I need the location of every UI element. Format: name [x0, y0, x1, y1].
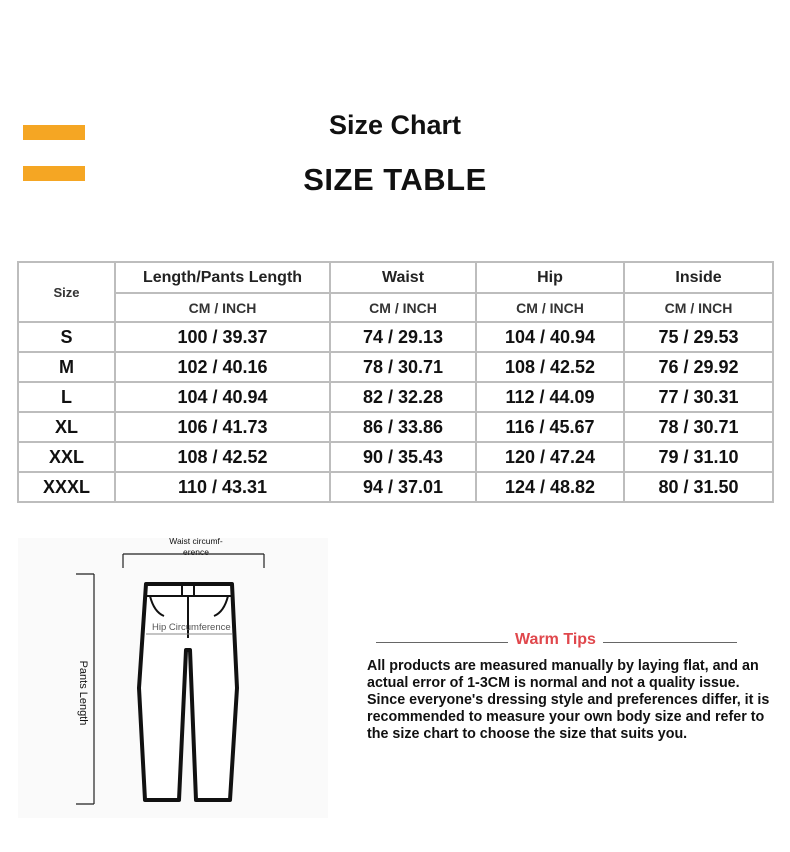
length-cell: 100 / 39.37 — [115, 322, 330, 352]
hip-cell: 112 / 44.09 — [476, 382, 624, 412]
table-row — [18, 352, 773, 382]
hip-cell: 104 / 40.94 — [476, 322, 624, 352]
inside-cell: 76 / 29.92 — [624, 352, 773, 382]
waist-cell: 94 / 37.01 — [330, 472, 476, 502]
waist-circumference-label: Waist circumf-erence — [169, 536, 223, 557]
column-header-hip: Hip — [476, 262, 624, 293]
inside-cell: 78 / 30.71 — [624, 412, 773, 442]
hip-circumference-label: Hip Circumference — [152, 622, 231, 633]
table-row — [18, 442, 773, 472]
hip-cell: 116 / 45.67 — [476, 412, 624, 442]
table-row — [18, 322, 773, 352]
size-cell: S — [18, 322, 115, 352]
table-row — [18, 472, 773, 502]
tips-divider-right — [603, 642, 737, 643]
table-row — [18, 382, 773, 412]
page-title: Size Chart — [328, 110, 462, 140]
waist-cell: 82 / 32.28 — [330, 382, 476, 412]
unit-header: CM / INCH — [115, 293, 330, 322]
size-cell: M — [18, 352, 115, 382]
length-cell: 106 / 41.73 — [115, 412, 330, 442]
size-cell: XXL — [18, 442, 115, 472]
waist-cell: 74 / 29.13 — [330, 322, 476, 352]
column-header-length: Length/Pants Length — [115, 262, 330, 293]
size-table — [17, 261, 774, 503]
warm-tips-title: Warm Tips — [515, 631, 596, 648]
waist-cell: 78 / 30.71 — [330, 352, 476, 382]
size-column-header: Size — [18, 262, 115, 322]
tips-divider-left — [376, 642, 508, 643]
pants-length-label: Pants Length — [77, 660, 89, 726]
column-header-inside: Inside — [624, 262, 773, 293]
column-header-waist: Waist — [330, 262, 476, 293]
hip-cell: 108 / 42.52 — [476, 352, 624, 382]
table-unit-row — [18, 293, 773, 322]
unit-header: CM / INCH — [330, 293, 476, 322]
length-cell: 104 / 40.94 — [115, 382, 330, 412]
inside-cell: 75 / 29.53 — [624, 322, 773, 352]
length-cell: 110 / 43.31 — [115, 472, 330, 502]
waist-cell: 90 / 35.43 — [330, 442, 476, 472]
length-cell: 102 / 40.16 — [115, 352, 330, 382]
size-cell: XL — [18, 412, 115, 442]
size-cell: L — [18, 382, 115, 412]
table-header-row — [18, 262, 773, 293]
hip-cell: 120 / 47.24 — [476, 442, 624, 472]
size-cell: XXXL — [18, 472, 115, 502]
waist-cell: 86 / 33.86 — [330, 412, 476, 442]
unit-header: CM / INCH — [624, 293, 773, 322]
inside-cell: 80 / 31.50 — [624, 472, 773, 502]
inside-cell: 77 / 30.31 — [624, 382, 773, 412]
unit-header: CM / INCH — [476, 293, 624, 322]
table-row — [18, 412, 773, 442]
length-cell: 108 / 42.52 — [115, 442, 330, 472]
warm-tips-text: All products are measured manually by laying flat, and an actual error of 1-3CM is normal and not a quality issue. Since everyone's dressing style and preferences differ, it is recommended to measure your own body size and refer to the size chart to choose the size that suits you. — [367, 658, 770, 742]
hip-cell: 124 / 48.82 — [476, 472, 624, 502]
page-subtitle: SIZE TABLE — [303, 162, 487, 197]
inside-cell: 79 / 31.10 — [624, 442, 773, 472]
